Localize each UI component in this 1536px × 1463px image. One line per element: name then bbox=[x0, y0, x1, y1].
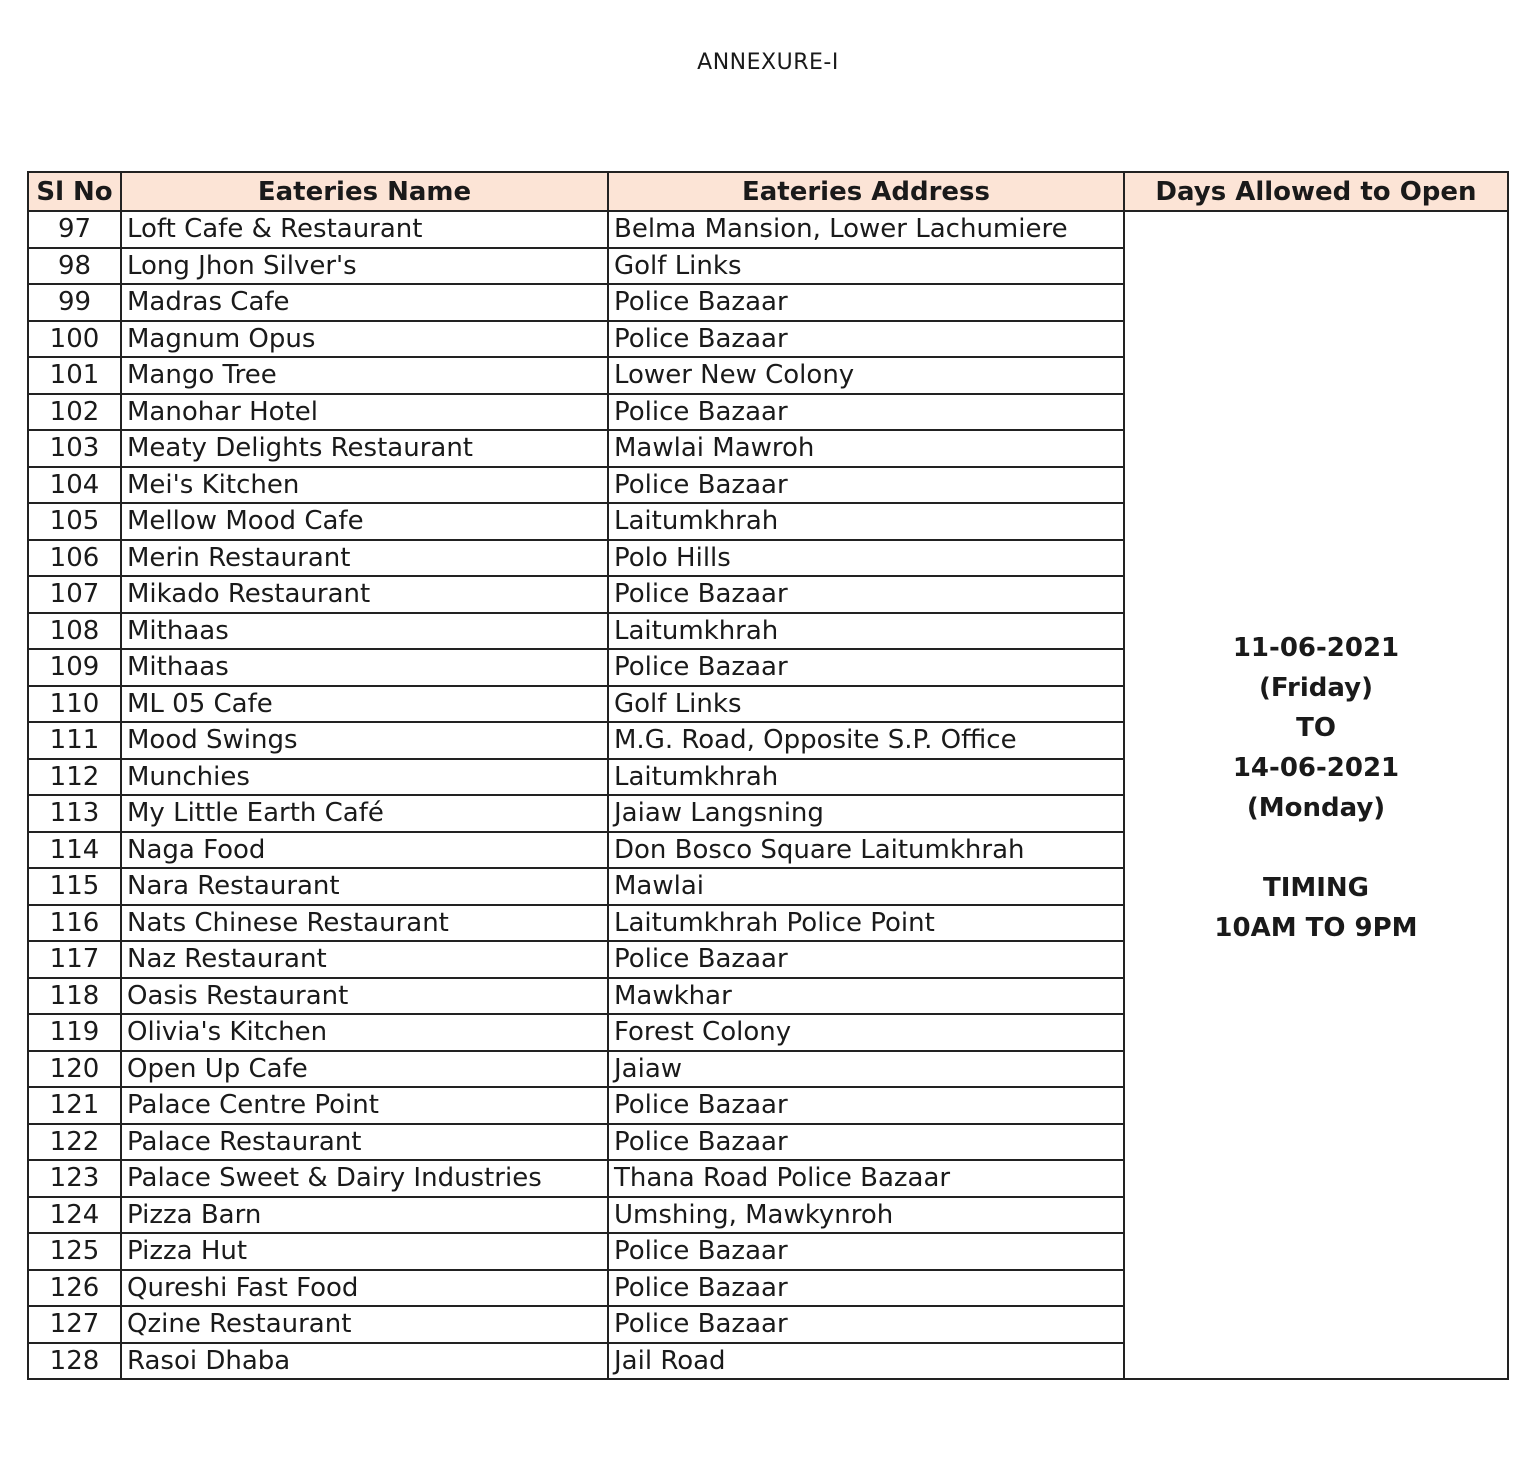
eatery-address-cell: Jaiaw Langsning bbox=[608, 795, 1124, 832]
eatery-name-cell: Long Jhon Silver's bbox=[121, 248, 608, 285]
eatery-address-cell: Police Bazaar bbox=[608, 1270, 1124, 1307]
sl-no-cell: 121 bbox=[28, 1087, 121, 1124]
sl-no-cell: 124 bbox=[28, 1197, 121, 1234]
eatery-name-cell: Qureshi Fast Food bbox=[121, 1270, 608, 1307]
eatery-address-cell: Umshing, Mawkynroh bbox=[608, 1197, 1124, 1234]
eatery-name-cell: Open Up Cafe bbox=[121, 1051, 608, 1088]
eatery-address-cell: Polo Hills bbox=[608, 540, 1124, 577]
eatery-address-cell: M.G. Road, Opposite S.P. Office bbox=[608, 722, 1124, 759]
eatery-name-cell: Mood Swings bbox=[121, 722, 608, 759]
eatery-address-cell: Police Bazaar bbox=[608, 1087, 1124, 1124]
eatery-name-cell: Loft Cafe & Restaurant bbox=[121, 211, 608, 248]
sl-no-cell: 107 bbox=[28, 576, 121, 613]
eatery-address-cell: Mawlai Mawroh bbox=[608, 430, 1124, 467]
eatery-address-cell: Police Bazaar bbox=[608, 1233, 1124, 1270]
sl-no-cell: 102 bbox=[28, 394, 121, 431]
eatery-address-cell: Police Bazaar bbox=[608, 321, 1124, 358]
to-label: TO bbox=[1296, 713, 1336, 743]
sl-no-cell: 128 bbox=[28, 1343, 121, 1380]
eatery-name-cell: Rasoi Dhaba bbox=[121, 1343, 608, 1380]
document-title: ANNEXURE-I bbox=[697, 50, 839, 75]
eatery-address-cell: Belma Mansion, Lower Lachumiere bbox=[608, 211, 1124, 248]
to-day: (Monday) bbox=[1246, 793, 1386, 823]
eatery-address-cell: Police Bazaar bbox=[608, 394, 1124, 431]
sl-no-cell: 104 bbox=[28, 467, 121, 504]
sl-no-cell: 108 bbox=[28, 613, 121, 650]
eatery-address-cell: Laitumkhrah bbox=[608, 613, 1124, 650]
sl-no-cell: 125 bbox=[28, 1233, 121, 1270]
eatery-name-cell: Mei's Kitchen bbox=[121, 467, 608, 504]
from-day: (Friday) bbox=[1259, 673, 1373, 703]
eatery-address-cell: Don Bosco Square Laitumkhrah bbox=[608, 832, 1124, 869]
sl-no-cell: 118 bbox=[28, 978, 121, 1015]
eatery-name-cell: Pizza Hut bbox=[121, 1233, 608, 1270]
eatery-name-cell: Oasis Restaurant bbox=[121, 978, 608, 1015]
eatery-name-cell: Magnum Opus bbox=[121, 321, 608, 358]
eatery-address-cell: Police Bazaar bbox=[608, 467, 1124, 504]
table-header-row bbox=[28, 172, 1508, 211]
eatery-name-cell: Qzine Restaurant bbox=[121, 1306, 608, 1343]
header-eateries-address: Eateries Address bbox=[608, 172, 1124, 211]
from-date: 11-06-2021 bbox=[1232, 633, 1400, 663]
header-days-allowed: Days Allowed to Open bbox=[1124, 172, 1508, 211]
sl-no-cell: 114 bbox=[28, 832, 121, 869]
eatery-address-cell: Mawlai bbox=[608, 868, 1124, 905]
sl-no-cell: 127 bbox=[28, 1306, 121, 1343]
eatery-address-cell: Golf Links bbox=[608, 248, 1124, 285]
eatery-address-cell: Laitumkhrah bbox=[608, 503, 1124, 540]
eatery-name-cell: Merin Restaurant bbox=[121, 540, 608, 577]
eatery-address-cell: Police Bazaar bbox=[608, 1124, 1124, 1161]
sl-no-cell: 110 bbox=[28, 686, 121, 723]
sl-no-cell: 100 bbox=[28, 321, 121, 358]
eatery-address-cell: Golf Links bbox=[608, 686, 1124, 723]
eatery-address-cell: Jaiaw bbox=[608, 1051, 1124, 1088]
eatery-address-cell: Police Bazaar bbox=[608, 1306, 1124, 1343]
eatery-address-cell: Lower New Colony bbox=[608, 357, 1124, 394]
sl-no-cell: 99 bbox=[28, 284, 121, 321]
sl-no-cell: 126 bbox=[28, 1270, 121, 1307]
to-date: 14-06-2021 bbox=[1232, 753, 1400, 783]
sl-no-cell: 123 bbox=[28, 1160, 121, 1197]
timing-value: 10AM TO 9PM bbox=[1214, 913, 1418, 943]
eatery-name-cell: My Little Earth Café bbox=[121, 795, 608, 832]
eatery-address-cell: Police Bazaar bbox=[608, 284, 1124, 321]
eatery-name-cell: Naga Food bbox=[121, 832, 608, 869]
sl-no-cell: 112 bbox=[28, 759, 121, 796]
sl-no-cell: 105 bbox=[28, 503, 121, 540]
eatery-name-cell: Palace Centre Point bbox=[121, 1087, 608, 1124]
sl-no-cell: 120 bbox=[28, 1051, 121, 1088]
eatery-address-cell: Mawkhar bbox=[608, 978, 1124, 1015]
eatery-name-cell: ML 05 Cafe bbox=[121, 686, 608, 723]
eatery-name-cell: Mithaas bbox=[121, 649, 608, 686]
spacer bbox=[1130, 835, 1502, 875]
sl-no-cell: 103 bbox=[28, 430, 121, 467]
eatery-address-cell: Police Bazaar bbox=[608, 649, 1124, 686]
header-sl-no: Sl No bbox=[28, 172, 121, 211]
eatery-address-cell: Thana Road Police Bazaar bbox=[608, 1160, 1124, 1197]
eatery-name-cell: Pizza Barn bbox=[121, 1197, 608, 1234]
header-eateries-name: Eateries Name bbox=[121, 172, 608, 211]
eatery-name-cell: Nara Restaurant bbox=[121, 868, 608, 905]
eatery-address-cell: Police Bazaar bbox=[608, 941, 1124, 978]
sl-no-cell: 115 bbox=[28, 868, 121, 905]
sl-no-cell: 117 bbox=[28, 941, 121, 978]
eatery-address-cell: Police Bazaar bbox=[608, 576, 1124, 613]
eateries-table bbox=[27, 171, 1509, 1380]
eatery-name-cell: Mikado Restaurant bbox=[121, 576, 608, 613]
timing-label: TIMING bbox=[1262, 873, 1370, 903]
sl-no-cell: 111 bbox=[28, 722, 121, 759]
eatery-name-cell: Mellow Mood Cafe bbox=[121, 503, 608, 540]
eatery-name-cell: Mango Tree bbox=[121, 357, 608, 394]
table-row bbox=[28, 211, 1508, 248]
sl-no-cell: 98 bbox=[28, 248, 121, 285]
eatery-name-cell: Munchies bbox=[121, 759, 608, 796]
eatery-address-cell: Jail Road bbox=[608, 1343, 1124, 1380]
eatery-address-cell: Laitumkhrah Police Point bbox=[608, 905, 1124, 942]
days-allowed-cell bbox=[1124, 211, 1508, 1379]
sl-no-cell: 122 bbox=[28, 1124, 121, 1161]
eatery-name-cell: Madras Cafe bbox=[121, 284, 608, 321]
sl-no-cell: 116 bbox=[28, 905, 121, 942]
sl-no-cell: 109 bbox=[28, 649, 121, 686]
eatery-address-cell: Laitumkhrah bbox=[608, 759, 1124, 796]
eatery-name-cell: Palace Sweet & Dairy Industries bbox=[121, 1160, 608, 1197]
table-body bbox=[28, 211, 1508, 1379]
eatery-name-cell: Mithaas bbox=[121, 613, 608, 650]
eatery-name-cell: Nats Chinese Restaurant bbox=[121, 905, 608, 942]
sl-no-cell: 106 bbox=[28, 540, 121, 577]
eatery-name-cell: Meaty Delights Restaurant bbox=[121, 430, 608, 467]
sl-no-cell: 97 bbox=[28, 211, 121, 248]
eatery-name-cell: Manohar Hotel bbox=[121, 394, 608, 431]
eatery-address-cell: Forest Colony bbox=[608, 1014, 1124, 1051]
sl-no-cell: 119 bbox=[28, 1014, 121, 1051]
eatery-name-cell: Olivia's Kitchen bbox=[121, 1014, 608, 1051]
sl-no-cell: 113 bbox=[28, 795, 121, 832]
eatery-name-cell: Naz Restaurant bbox=[121, 941, 608, 978]
eatery-name-cell: Palace Restaurant bbox=[121, 1124, 608, 1161]
sl-no-cell: 101 bbox=[28, 357, 121, 394]
